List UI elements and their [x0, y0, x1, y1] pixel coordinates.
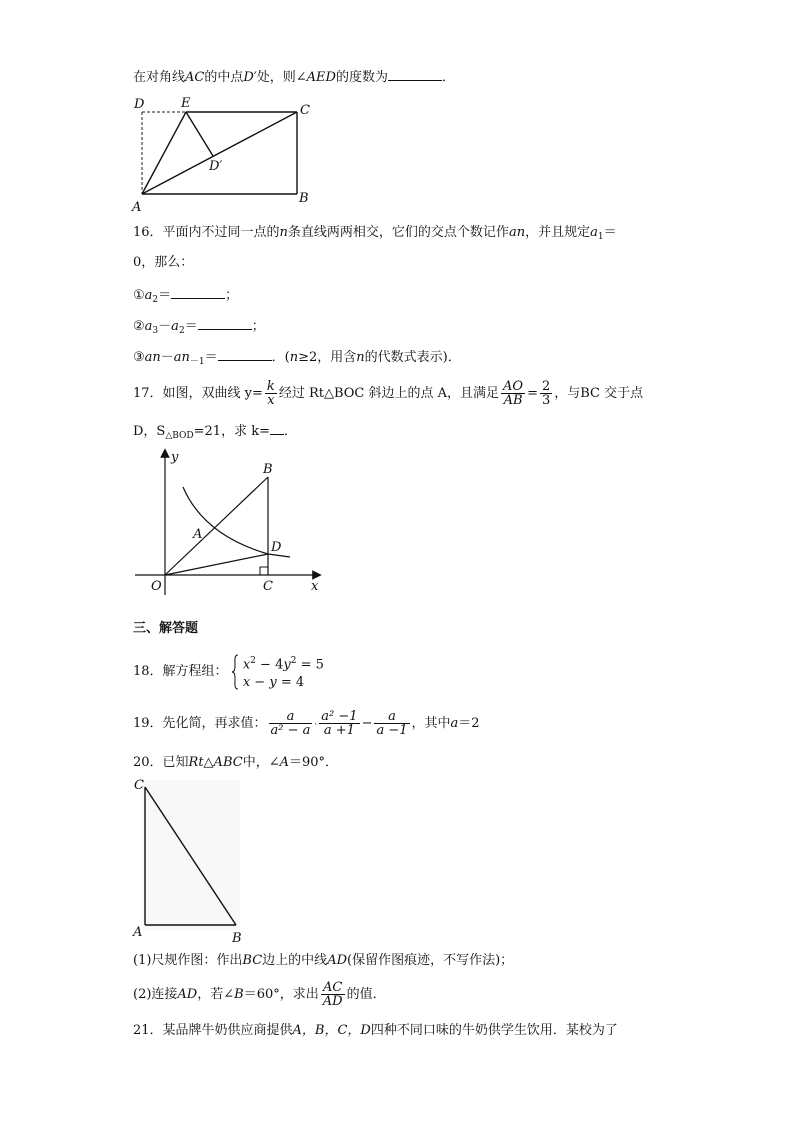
q16-line1: 16．平面内不过同一点的n条直线两两相交，它们的交点个数记作an，并且规定$a_1=$	[133, 225, 617, 242]
label-C: C	[300, 103, 310, 118]
label-B: B	[263, 462, 273, 477]
fraction-k-over-x: $\frac{k}{x}$	[266, 379, 275, 408]
q21-line: 21．某品牌牛奶供应商提供A，B，C，D四种不同口味的牛奶供学生饮用．某校为了	[133, 1023, 618, 1038]
fraction-3: $\frac{a}{a -1}$	[376, 709, 408, 738]
segment-OD	[165, 554, 268, 575]
q20-line: 20．已知Rt△ABC中，∠A＝90°．	[133, 755, 339, 770]
segment-OB	[165, 477, 268, 575]
label-A: A	[132, 200, 142, 215]
q20-part1: (1)尺规作图：作出BC边上的中线AD(保留作图痕迹，不写作法)；	[133, 953, 514, 968]
q19-line: 19．先化简，再求值： $\frac{a}{\text{a² − a}}$ · $\frac{\text{a² −1}}{a +1}$ − $\frac{a}{a -1}$ ，其中a＝2	[133, 709, 480, 738]
label-x: x	[311, 579, 319, 594]
label-D: D	[271, 540, 282, 555]
label-D: D	[134, 97, 145, 112]
segment-ED	[186, 112, 213, 156]
system-brace	[232, 654, 239, 690]
q16-item2: $②a_3-a_2=$ ；	[133, 315, 265, 341]
equation-system: $x^2 - 4y^2 = 5$ x − y = 4	[242, 656, 324, 691]
answer-blank[interactable]	[171, 284, 225, 299]
label-A: A	[133, 925, 143, 940]
fraction-2: $\frac{\text{a² −1}}{a +1}$	[321, 709, 358, 738]
diagonal-AC	[142, 112, 297, 194]
label-B: B	[232, 931, 242, 946]
right-angle-mark	[260, 567, 268, 575]
answer-blank[interactable]	[388, 66, 442, 81]
answer-blank[interactable]	[218, 346, 272, 361]
label-D-prime: D′	[209, 159, 223, 174]
label-C: C	[263, 579, 273, 594]
figure-q15-rectangle	[125, 90, 325, 215]
q16-line2: 0，那么：	[133, 255, 194, 270]
figure-q17-hyperbola	[125, 445, 335, 595]
fraction-ac-over-ad: $\frac{AC}{AD}$	[322, 980, 343, 1009]
figure-background	[142, 780, 240, 930]
label-B: B	[299, 191, 309, 206]
fraction-ao-over-ab: $\frac{AO}{AB}$	[503, 379, 524, 408]
q17-line2: D，$S_{\triangle BOD}=21$，求 k= ．	[133, 420, 297, 446]
answer-blank[interactable]	[198, 315, 252, 330]
label-C: C	[134, 778, 144, 793]
q16-item1: $①a_2=$ ；	[133, 284, 238, 310]
q18-line: 18．解方程组： $x^2 - 4y^2 = 5$ x − y = 4	[133, 652, 324, 692]
fraction-two-thirds: $\frac{2}{3}$	[541, 379, 551, 408]
label-E: E	[181, 96, 191, 111]
q16-item3: $③an-an_{-1}=$ ．(n≥2，用含n的代数式表示)．	[133, 346, 461, 372]
answer-blank[interactable]	[270, 420, 284, 435]
figure-q20-triangle	[128, 772, 248, 947]
fraction-1: $\frac{a}{\text{a² − a}}$	[270, 709, 311, 738]
q17-line1: 17．如图，双曲线 y= $\frac{k}{x}$ 经过 Rt△BOC 斜边上的点 A，且满足 $\frac{AO}{AB}$ = $\frac{2}{3}$ ，与BC 交于点	[133, 379, 644, 408]
q15-line: 在对角线AC的中点D′处，则∠AED的度数为 ．	[133, 66, 455, 88]
label-A: A	[193, 527, 203, 542]
label-y: y	[171, 450, 179, 465]
label-O: O	[151, 579, 162, 594]
section-title: 三、解答题	[133, 621, 199, 636]
q20-part2: (2)连接AD，若∠B＝60°，求出 $\frac{AC}{AD}$ 的值．	[133, 980, 386, 1009]
